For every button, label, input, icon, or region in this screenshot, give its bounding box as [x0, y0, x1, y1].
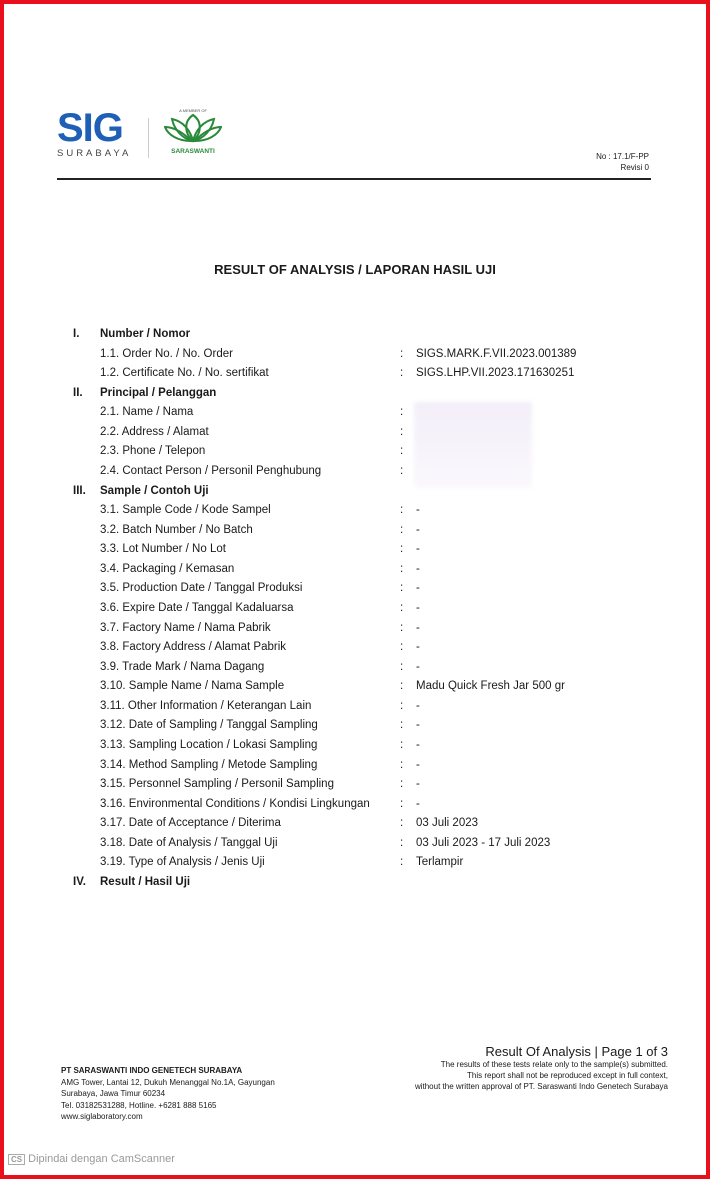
section-number: IV.	[73, 875, 87, 888]
field-label: 1.1. Order No. / No. Order	[100, 347, 233, 360]
phone: Tel. 03182531288, Hotline. +6281 888 5165	[61, 1100, 217, 1110]
field-colon: :	[400, 641, 404, 654]
field-label: Result / Hasil Uji	[100, 875, 191, 888]
field-colon: :	[400, 582, 404, 595]
field-row	[0, 756, 710, 774]
field-label: 3.11. Other Information / Keterangan Lain	[100, 699, 312, 712]
field-row	[0, 775, 710, 793]
field-colon: :	[400, 758, 404, 771]
field-row	[0, 560, 710, 578]
field-colon: :	[400, 856, 404, 869]
field-label: 3.18. Date of Analysis / Tanggal Uji	[100, 836, 278, 849]
header-rule	[57, 178, 651, 180]
field-label: 3.10. Sample Name / Nama Sample	[100, 680, 285, 693]
field-colon: :	[400, 680, 404, 693]
field-value: -	[416, 543, 420, 556]
field-row	[0, 501, 710, 519]
field-label: Sample / Contoh Uji	[100, 484, 209, 497]
field-value: -	[416, 562, 420, 575]
field-row	[0, 579, 710, 597]
field-colon: :	[400, 797, 404, 810]
field-label: 3.9. Trade Mark / Nama Dagang	[100, 660, 265, 673]
field-label: 3.6. Expire Date / Tanggal Kadaluarsa	[100, 601, 294, 614]
field-label: 3.14. Method Sampling / Metode Sampling	[100, 758, 318, 771]
field-row	[0, 521, 710, 539]
section-number: III.	[73, 484, 86, 497]
field-value: -	[416, 504, 420, 517]
field-value: -	[416, 523, 420, 536]
field-row	[0, 619, 710, 637]
field-value: -	[416, 601, 420, 614]
address-line: AMG Tower, Lantai 12, Dukuh Menanggal No.1A, Gayungan	[61, 1077, 275, 1087]
section-number: II.	[73, 386, 83, 399]
saraswanti-logo	[162, 108, 224, 155]
field-label: 3.17. Date of Acceptance / Diterima	[100, 817, 281, 830]
section-header	[0, 482, 710, 500]
field-label: 3.5. Production Date / Tanggal Produksi	[100, 582, 303, 595]
field-row	[0, 795, 710, 813]
partner-name: SARASWANTI	[171, 148, 215, 155]
field-row	[0, 540, 710, 558]
watermark-text: Dipindai dengan CamScanner	[28, 1153, 175, 1165]
sig-logo	[57, 108, 131, 159]
field-row	[0, 697, 710, 715]
field-row	[0, 736, 710, 754]
field-value: -	[416, 778, 420, 791]
field-label: 2.4. Contact Person / Personil Penghubung	[100, 464, 322, 477]
field-colon: :	[400, 719, 404, 732]
document-title: RESULT OF ANALYSIS / LAPORAN HASIL UJI	[214, 262, 496, 277]
field-row	[0, 853, 710, 871]
field-colon: :	[400, 660, 404, 673]
field-value: -	[416, 699, 420, 712]
field-row	[0, 462, 710, 480]
field-row	[0, 364, 710, 382]
document-number	[596, 151, 649, 173]
field-value: Madu Quick Fresh Jar 500 gr	[416, 680, 565, 693]
leaf-icon	[164, 113, 222, 143]
footer-note-3: without the written approval of PT. Saraswanti Indo Genetech Surabaya	[414, 1082, 668, 1091]
field-row	[0, 658, 710, 676]
doc-no: No : 17.1/F-PP	[596, 152, 649, 161]
field-value: -	[416, 797, 420, 810]
company-address	[61, 1065, 275, 1123]
field-row	[0, 599, 710, 617]
footer-note-1: The results of these tests relate only to the sample(s) submitted.	[440, 1060, 668, 1069]
field-colon: :	[400, 347, 404, 360]
logo-divider	[148, 118, 149, 158]
field-label: 3.1. Sample Code / Kode Sampel	[100, 504, 271, 517]
field-label: 3.3. Lot Number / No Lot	[100, 543, 226, 556]
field-colon: :	[400, 464, 404, 477]
redacted-principal-info	[414, 402, 532, 488]
field-row	[0, 677, 710, 695]
field-colon: :	[400, 543, 404, 556]
field-value: -	[416, 621, 420, 634]
field-colon: :	[400, 836, 404, 849]
field-label: 1.2. Certificate No. / No. sertifikat	[100, 367, 269, 380]
field-row	[0, 423, 710, 441]
website-link[interactable]: www.siglaboratory.com	[61, 1112, 143, 1121]
field-label: 3.4. Packaging / Kemasan	[100, 562, 235, 575]
footer-right	[415, 1044, 668, 1092]
field-label: 2.2. Address / Alamat	[100, 425, 209, 438]
field-label: Number / Nomor	[100, 328, 191, 340]
field-value: SIGS.LHP.VII.2023.171630251	[416, 367, 575, 380]
field-colon: :	[400, 406, 404, 419]
field-label: 3.12. Date of Sampling / Tanggal Sampling	[100, 719, 318, 732]
field-colon: :	[400, 738, 404, 751]
field-label: 3.7. Factory Name / Nama Pabrik	[100, 621, 271, 634]
field-row	[0, 716, 710, 734]
address-city: Surabaya, Jawa Timur 60234	[61, 1089, 166, 1098]
field-value: 03 Juli 2023	[416, 817, 479, 830]
field-colon: :	[400, 562, 404, 575]
field-colon: :	[400, 504, 404, 517]
field-row	[0, 814, 710, 832]
field-value: -	[416, 719, 420, 732]
revision: Revisi 0	[620, 163, 649, 172]
field-value: 03 Juli 2023 - 17 Juli 2023	[416, 836, 551, 849]
footer-note-2: This report shall not be reproduced except in full context,	[467, 1071, 668, 1080]
field-label: 3.15. Personnel Sampling / Personil Sampling	[100, 778, 334, 791]
field-label: 3.13. Sampling Location / Lokasi Sampling	[100, 738, 318, 751]
page-indicator: Result Of Analysis | Page 1 of 3	[485, 1044, 668, 1059]
field-value: -	[416, 758, 420, 771]
camscanner-icon: CS	[8, 1154, 25, 1165]
sig-logo-subtitle: SURABAYA	[57, 148, 132, 159]
field-row	[0, 638, 710, 656]
field-value: -	[416, 641, 420, 654]
company-name: PT SARASWANTI INDO GENETECH SURABAYA	[61, 1066, 243, 1075]
camscanner-watermark	[8, 1153, 175, 1165]
field-colon: :	[400, 621, 404, 634]
field-colon: :	[400, 699, 404, 712]
field-value: -	[416, 738, 420, 751]
field-colon: :	[400, 445, 404, 458]
field-label: Principal / Pelanggan	[100, 386, 217, 399]
field-label: 3.19. Type of Analysis / Jenis Uji	[100, 856, 265, 869]
field-row	[0, 442, 710, 460]
field-colon: :	[400, 425, 404, 438]
field-row	[0, 345, 710, 363]
field-label: 3.2. Batch Number / No Batch	[100, 523, 253, 536]
field-colon: :	[400, 601, 404, 614]
field-label: 3.8. Factory Address / Alamat Pabrik	[100, 641, 286, 654]
field-colon: :	[400, 523, 404, 536]
field-label: 2.1. Name / Nama	[100, 406, 194, 419]
field-colon: :	[400, 817, 404, 830]
field-label: 2.3. Phone / Telepon	[100, 445, 206, 458]
field-row	[0, 403, 710, 421]
field-colon: :	[400, 778, 404, 791]
field-colon: :	[400, 367, 404, 380]
section-header	[0, 384, 710, 402]
section-header	[0, 325, 710, 343]
field-row	[0, 834, 710, 852]
field-label: 3.16. Environmental Conditions / Kondisi Lingkungan	[100, 797, 370, 810]
partner-tag: A MEMBER OF	[179, 108, 207, 113]
sig-logo-text: SIG	[57, 106, 123, 150]
field-value: SIGS.MARK.F.VII.2023.001389	[416, 347, 577, 360]
field-value: -	[416, 582, 420, 595]
section-number: I.	[73, 328, 80, 340]
section-header	[0, 873, 710, 891]
field-value: -	[416, 660, 420, 673]
field-value: Terlampir	[416, 856, 464, 869]
